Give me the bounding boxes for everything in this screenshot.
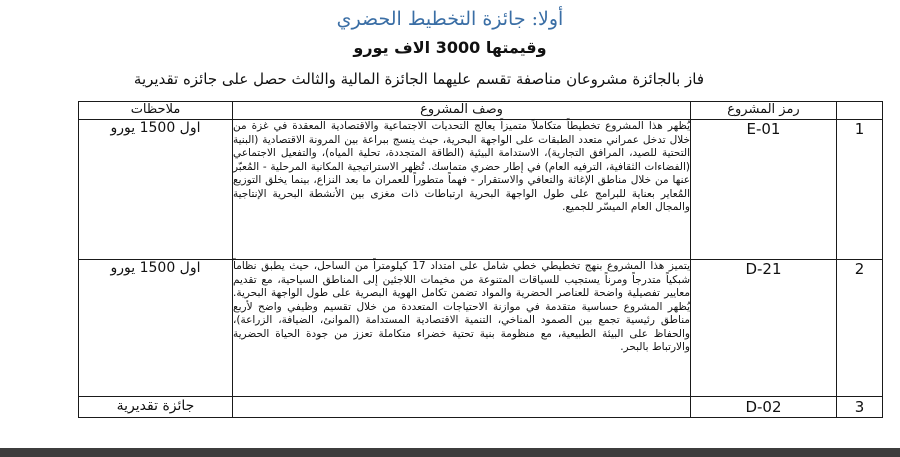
project-code: D-21 (691, 260, 837, 397)
row-number: 2 (837, 260, 883, 397)
project-description (233, 397, 691, 418)
project-notes: اول 1500 يورو (79, 260, 233, 397)
table-row (79, 260, 883, 397)
table-row (79, 397, 883, 418)
intro-text: فاز بالجائزة مشروعان مناصفة تقسم عليهما الجائزة المالية والثالث حصل على جائزه تقديرية (133, 70, 704, 88)
table-row (79, 120, 883, 260)
project-description: يتميز هذا المشروع بنهج تخطيطي خطي شامل على امتداد 17 كيلومتراً من الساحل، حيث يطبق نظاماً شبكياً متدرجاً ومرناً يستجيب للسياقات المتنوعة من مخيمات اللاجئين إلى المناطق السياحية، مع تقديم معايير تفصيلية واضحة للعناصر الحضرية والمواد تضمن تكامل الهوية البصرية على طول الواجهة البحرية. يُظهر المشروع حساسية متقدمة في موازنة الاحتياجات المتعددة من خلال تقسيم وظيفي واضح لأربع مناطق رئيسية تجمع بين الصمود المناخي، التنمية الاقتصادية المستدامة (الموانئ، الضيافة، الزراعة)، والحفاظ على البيئة الطبيعية، مع منظومة بنية تحتية خضراء متكاملة تعزز من جودة الحياة الحضرية والارتباط بالبحر. (233, 260, 691, 397)
header-notes: ملاحظات (79, 102, 233, 120)
header-number (837, 102, 883, 120)
prize-value: وقيمتها 3000 الاف يورو (353, 38, 547, 57)
row-number: 1 (837, 120, 883, 260)
project-notes: اول 1500 يورو (79, 120, 233, 260)
table-header-row (79, 102, 883, 120)
bottom-bar (0, 448, 900, 457)
header-code: رمز المشروع (691, 102, 837, 120)
page-title: أولا: جائزة التخطيط الحضري (336, 8, 564, 30)
header-description: وصف المشروع (233, 102, 691, 120)
project-notes: جائزة تقديرية (79, 397, 233, 418)
project-code: E-01 (691, 120, 837, 260)
projects-table (78, 101, 883, 418)
project-description: يُظهر هذا المشروع تخطيطاً متكاملاً متميزاً يعالج التحديات الاجتماعية والاقتصادية المعقدة في غزة من خلال تدخل عمراني متعدد الطبقات على الواجهة البحرية، حيث ينسج ببراعة بين المرونة الاقتصادية (البنية التحتية للصيد، المرافق التجارية)، الاستدامة البيئية (الطاقة المتجددة، تحلية المياه)، والتفعيل الاجتماعي (الفضاءات الثقافية، الترفيه العام) في إطار حضري متماسك. تُظهر الاستراتيجية المكانية المرحلية - المُعبّر عنها من خلال مناطق الإغاثة والتعافي والاستقرار - فهماً متطوراً للعمران ما بعد النزاع، بينما يخلق التوزيع المُعاير بعناية للبرامج على طول الواجهة البحرية ارتباطات ذات مغزى بين الأنشطة البحرية الإنتاجية والمجال العام الميسّر للجميع. (233, 120, 691, 260)
row-number: 3 (837, 397, 883, 418)
project-code: D-02 (691, 397, 837, 418)
